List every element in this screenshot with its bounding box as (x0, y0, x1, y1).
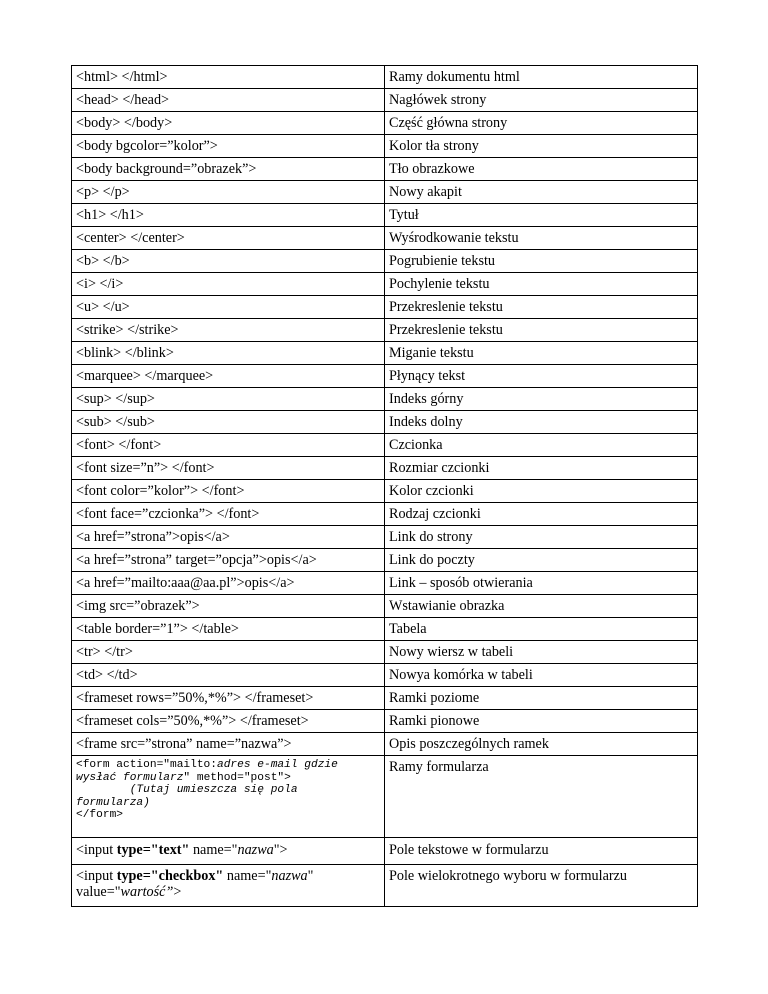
desc-cell: Ramki poziome (385, 687, 698, 710)
table-row (72, 204, 698, 227)
tag-cell: <font> </font> (72, 434, 385, 457)
table-row (72, 181, 698, 204)
desc-cell: Wyśrodkowanie tekstu (385, 227, 698, 250)
tag-cell (72, 756, 385, 838)
desc-cell: Nowy akapit (385, 181, 698, 204)
tag-cell: <body background=”obrazek”> (72, 158, 385, 181)
tag-cell: <h1> </h1> (72, 204, 385, 227)
desc-cell: Wstawianie obrazka (385, 595, 698, 618)
desc-cell: Płynący tekst (385, 365, 698, 388)
table-row (72, 595, 698, 618)
tag-cell: <font color=”kolor”> </font> (72, 480, 385, 503)
table-row (72, 641, 698, 664)
table-body (72, 66, 698, 756)
desc-cell: Część główna strony (385, 112, 698, 135)
table-row (72, 457, 698, 480)
desc-cell: Przekreslenie tekstu (385, 296, 698, 319)
table-row (72, 480, 698, 503)
desc-cell: Link do strony (385, 526, 698, 549)
tag-cell: <body> </body> (72, 112, 385, 135)
desc-cell: Nagłówek strony (385, 89, 698, 112)
tag-cell: <table border=”1”> </table> (72, 618, 385, 641)
desc-cell: Pogrubienie tekstu (385, 250, 698, 273)
desc-cell: Czcionka (385, 434, 698, 457)
tag-cell: <frameset cols=”50%,*%”> </frameset> (72, 710, 385, 733)
form-code: <form action="mailto:adres e-mail gdzie wysłać formularz" method="post"> (Tutaj umieszcza się pola formularza) </form> (76, 759, 338, 821)
table-row (72, 687, 698, 710)
desc-cell: Rodzaj czcionki (385, 503, 698, 526)
tag-cell: <tr> </tr> (72, 641, 385, 664)
table-row (72, 618, 698, 641)
desc-cell: Indeks dolny (385, 411, 698, 434)
tag-cell: <p> </p> (72, 181, 385, 204)
tag-cell: <sub> </sub> (72, 411, 385, 434)
tag-cell: <b> </b> (72, 250, 385, 273)
html-tags-table (71, 65, 698, 907)
desc-cell: Kolor czcionki (385, 480, 698, 503)
desc-cell: Ramy dokumentu html (385, 66, 698, 89)
tag-cell: <strike> </strike> (72, 319, 385, 342)
table-row (72, 227, 698, 250)
tag-cell: <html> </html> (72, 66, 385, 89)
table-row (72, 365, 698, 388)
table-row (72, 158, 698, 181)
table-row (72, 572, 698, 595)
table-row (72, 434, 698, 457)
desc-cell: Ramki pionowe (385, 710, 698, 733)
table-row (72, 112, 698, 135)
tag-cell: <input type="text" name="nazwa"> (72, 838, 385, 865)
desc-cell: Opis poszczególnych ramek (385, 733, 698, 756)
tag-cell: <input type="checkbox" name="nazwa" value="wartość”> (72, 865, 385, 907)
table-row (72, 89, 698, 112)
tag-cell: <frame src=”strona” name=”nazwa”> (72, 733, 385, 756)
tag-cell: <img src=”obrazek”> (72, 595, 385, 618)
tag-cell: <u> </u> (72, 296, 385, 319)
table-body-special (72, 756, 698, 907)
tag-cell: <body bgcolor=”kolor”> (72, 135, 385, 158)
desc-cell: Tabela (385, 618, 698, 641)
tag-cell: <head> </head> (72, 89, 385, 112)
tag-cell: <marquee> </marquee> (72, 365, 385, 388)
table-row (72, 503, 698, 526)
table-row (72, 319, 698, 342)
table-row (72, 250, 698, 273)
table-row (72, 388, 698, 411)
desc-cell: Pole wielokrotnego wyboru w formularzu (385, 865, 698, 907)
tag-cell: <sup> </sup> (72, 388, 385, 411)
table-row (72, 411, 698, 434)
desc-cell: Tytuł (385, 204, 698, 227)
table-row (72, 549, 698, 572)
tag-cell: <font size=”n”> </font> (72, 457, 385, 480)
desc-cell: Ramy formularza (385, 756, 698, 838)
table-row (72, 296, 698, 319)
tag-cell: <frameset rows=”50%,*%”> </frameset> (72, 687, 385, 710)
desc-cell: Tło obrazkowe (385, 158, 698, 181)
desc-cell: Nowya komórka w tabeli (385, 664, 698, 687)
desc-cell: Miganie tekstu (385, 342, 698, 365)
tag-cell: <a href=”strona”>opis</a> (72, 526, 385, 549)
tag-cell: <font face=”czcionka”> </font> (72, 503, 385, 526)
table-row-input (72, 838, 698, 865)
tag-cell: <center> </center> (72, 227, 385, 250)
desc-cell: Kolor tła strony (385, 135, 698, 158)
table-row (72, 342, 698, 365)
desc-cell: Rozmiar czcionki (385, 457, 698, 480)
table-row (72, 710, 698, 733)
tag-cell: <a href=”mailto:aaa@aa.pl”>opis</a> (72, 572, 385, 595)
desc-cell: Pole tekstowe w formularzu (385, 838, 698, 865)
desc-cell: Pochylenie tekstu (385, 273, 698, 296)
table-row-checkbox (72, 865, 698, 907)
desc-cell: Przekreslenie tekstu (385, 319, 698, 342)
desc-cell: Nowy wiersz w tabeli (385, 641, 698, 664)
tag-cell: <i> </i> (72, 273, 385, 296)
table-row (72, 526, 698, 549)
table-row (72, 733, 698, 756)
table-row (72, 664, 698, 687)
desc-cell: Indeks górny (385, 388, 698, 411)
table-row (72, 135, 698, 158)
table-row-form (72, 756, 698, 838)
desc-cell: Link do poczty (385, 549, 698, 572)
tag-cell: <td> </td> (72, 664, 385, 687)
tag-cell: <a href=”strona” target=”opcja”>opis</a> (72, 549, 385, 572)
tag-cell: <blink> </blink> (72, 342, 385, 365)
table-row (72, 66, 698, 89)
table-row (72, 273, 698, 296)
desc-cell: Link – sposób otwierania (385, 572, 698, 595)
